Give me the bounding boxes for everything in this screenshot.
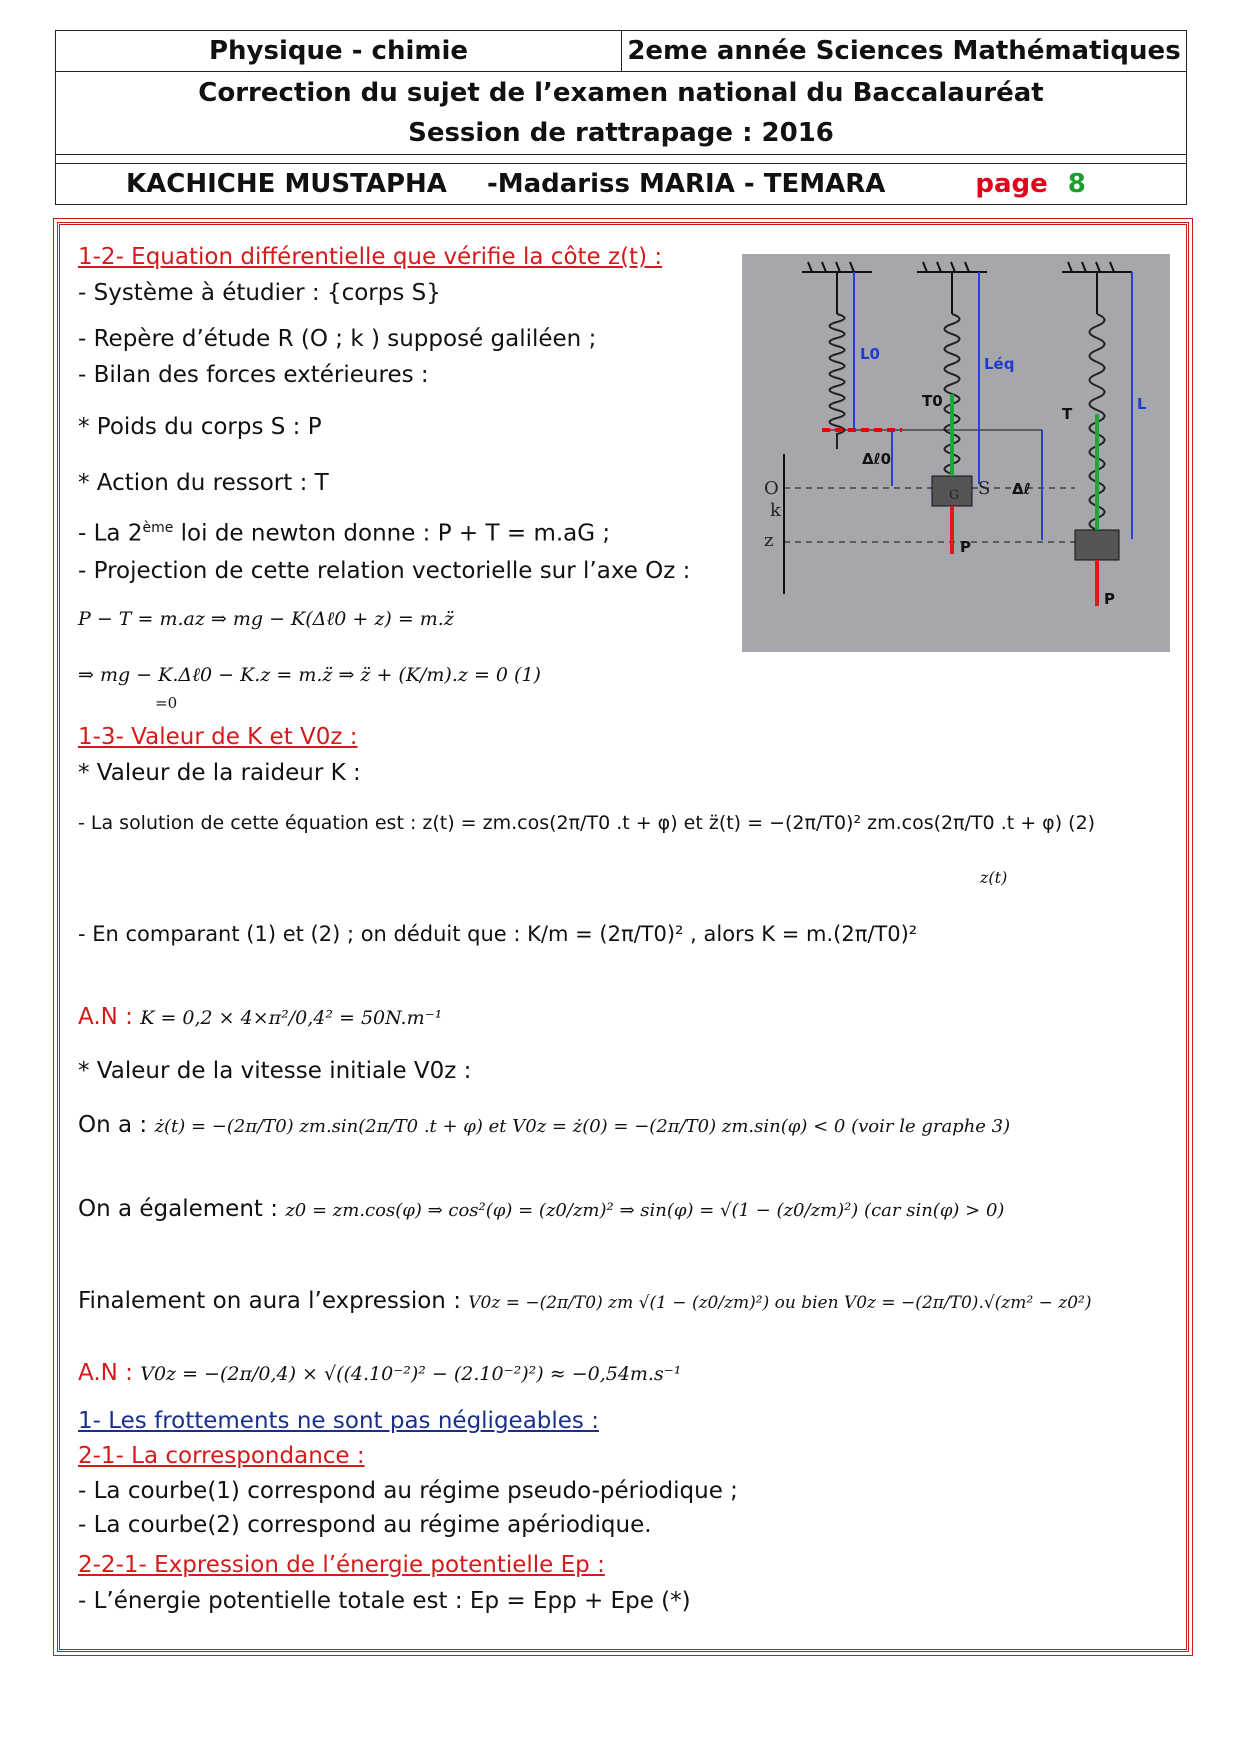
ona-label: On a : — [78, 1112, 148, 1138]
courbe-1-line: - La courbe(1) correspond au régime pseudo-périodique ; — [78, 1478, 738, 1504]
compare-line: - En comparant (1) et (2) ; on déduit que : K/m = (2π/T0)² , alors K = m.(2π/T0)² — [78, 922, 918, 946]
system-line: - Système à étudier : {corps S} — [78, 280, 441, 306]
section-1-title: 1- Les frottements ne sont pas négligeables : — [78, 1408, 599, 1434]
projection-line: - Projection de cette relation vectorielle sur l’axe Oz : — [78, 558, 691, 584]
fig-label-T: T — [1062, 405, 1073, 423]
solution-under: z(t) — [980, 868, 1008, 887]
section-2-2-1-title: 2-2-1- Expression de l’énergie potentielle Ep : — [78, 1552, 605, 1578]
an-1-value: K = 0,2 × 4×π²/0,4² = 50N.m⁻¹ — [140, 1007, 443, 1029]
vitesse-line: * Valeur de la vitesse initiale V0z : — [78, 1058, 472, 1084]
fig-label-O: O — [764, 478, 779, 499]
fig-label-k: k — [770, 500, 781, 521]
poids-line: * Poids du corps S : P — [78, 414, 322, 440]
fig-label-T0: T0 — [922, 392, 943, 410]
solution-line: - La solution de cette équation est : z(t) = zm.cos(2π/T0 .t + φ) et z̈(t) = −(2π/T0)² zm.cos(2π/T0 .t + φ) (2) — [78, 812, 1096, 834]
action-line: * Action du ressort : T — [78, 470, 329, 496]
fig-label-z: z — [764, 530, 774, 551]
newton-pre: - La 2 — [78, 520, 143, 547]
fig-label-P2: P — [1104, 590, 1115, 608]
equation-v1: ż(t) = −(2π/T0) zm.sin(2π/T0 .t + φ) et V0z = ż(0) = −(2π/T0) zm.sin(φ) < 0 (voir le graphe 3) — [154, 1116, 1011, 1137]
newton-sup: ème — [142, 520, 174, 536]
final-line — [78, 1288, 1091, 1314]
courbe-2-line: - La courbe(2) correspond au régime apériodique. — [78, 1512, 652, 1538]
section-2-1-title: 2-1- La correspondance : — [78, 1443, 365, 1469]
school: -Madariss MARIA - TEMARA — [486, 169, 886, 199]
newton-line — [78, 520, 610, 547]
newton-post: loi de newton donne : P + T = m.aG ; — [173, 520, 611, 547]
fig-label-P1: P — [960, 538, 971, 556]
equation-v2: z0 = zm.cos(φ) ⇒ cos²(φ) = (z0/zm)² ⇒ sin(φ) = √(1 − (z0/zm)²) (car sin(φ) > 0) — [285, 1200, 1005, 1221]
final-label: Finalement on aura l’expression : — [78, 1288, 461, 1314]
title-line2: Session de rattrapage : 2016 — [408, 118, 834, 148]
fig-label-dl0: Δℓ0 — [862, 450, 892, 468]
fig-label-Leq: Léq — [984, 355, 1015, 373]
section-1-2-title: 1-2- Equation différentielle que vérifie la côte z(t) : — [78, 244, 663, 270]
an-1-line — [78, 1004, 442, 1030]
onaeg-label: On a également : — [78, 1196, 278, 1222]
fig-label-L0: L0 — [860, 345, 880, 363]
page-number: 8 — [1067, 169, 1086, 199]
fig-label-L: L — [1137, 395, 1147, 413]
an-1-label: A.N : — [78, 1004, 133, 1030]
level: 2eme année Sciences Mathématiques — [627, 36, 1181, 66]
an-2-line — [78, 1360, 681, 1386]
spring-figure — [742, 254, 1170, 652]
raideur-line: * Valeur de la raideur K : — [78, 760, 361, 786]
equation-2-under: =0 — [155, 694, 178, 712]
fig-label-S: S — [978, 478, 991, 499]
title-line1: Correction du sujet de l’examen national du Baccalauréat — [198, 78, 1044, 108]
equation-2: ⇒ mg − K.Δℓ0 − K.z = m.z̈ ⇒ z̈ + (K/m).z = 0 (1) — [78, 664, 541, 686]
onaeg-line — [78, 1196, 1004, 1222]
an-2-value: V0z = −(2π/0,4) × √((4.10⁻²)² − (2.10⁻²)²) ≈ −0,54m.s⁻¹ — [140, 1363, 682, 1385]
fig-label-dl: Δℓ — [1012, 480, 1031, 498]
author: KACHICHE MUSTAPHA — [126, 169, 447, 199]
section-1-3-title: 1-3- Valeur de K et V0z : — [78, 724, 358, 750]
ona-line — [78, 1112, 1010, 1138]
equation-1: P − T = m.az ⇒ mg − K(Δℓ0 + z) = m.z̈ — [78, 608, 454, 630]
bilan-line: - Bilan des forces extérieures : — [78, 362, 429, 388]
fig-label-G: G — [949, 488, 960, 503]
subject: Physique - chimie — [56, 31, 622, 71]
header-table — [55, 30, 1187, 205]
repere-line: - Repère d’étude R (O ; k ) supposé galiléen ; — [78, 326, 597, 352]
energie-line: - L’énergie potentielle totale est : Ep = Epp + Epe (*) — [78, 1588, 691, 1614]
an-2-label: A.N : — [78, 1360, 133, 1386]
page-label: page — [975, 169, 1048, 199]
equation-v3: V0z = −(2π/T0) zm √(1 − (z0/zm)²) ou bien V0z = −(2π/T0).√(zm² − z0²) — [468, 1293, 1092, 1313]
